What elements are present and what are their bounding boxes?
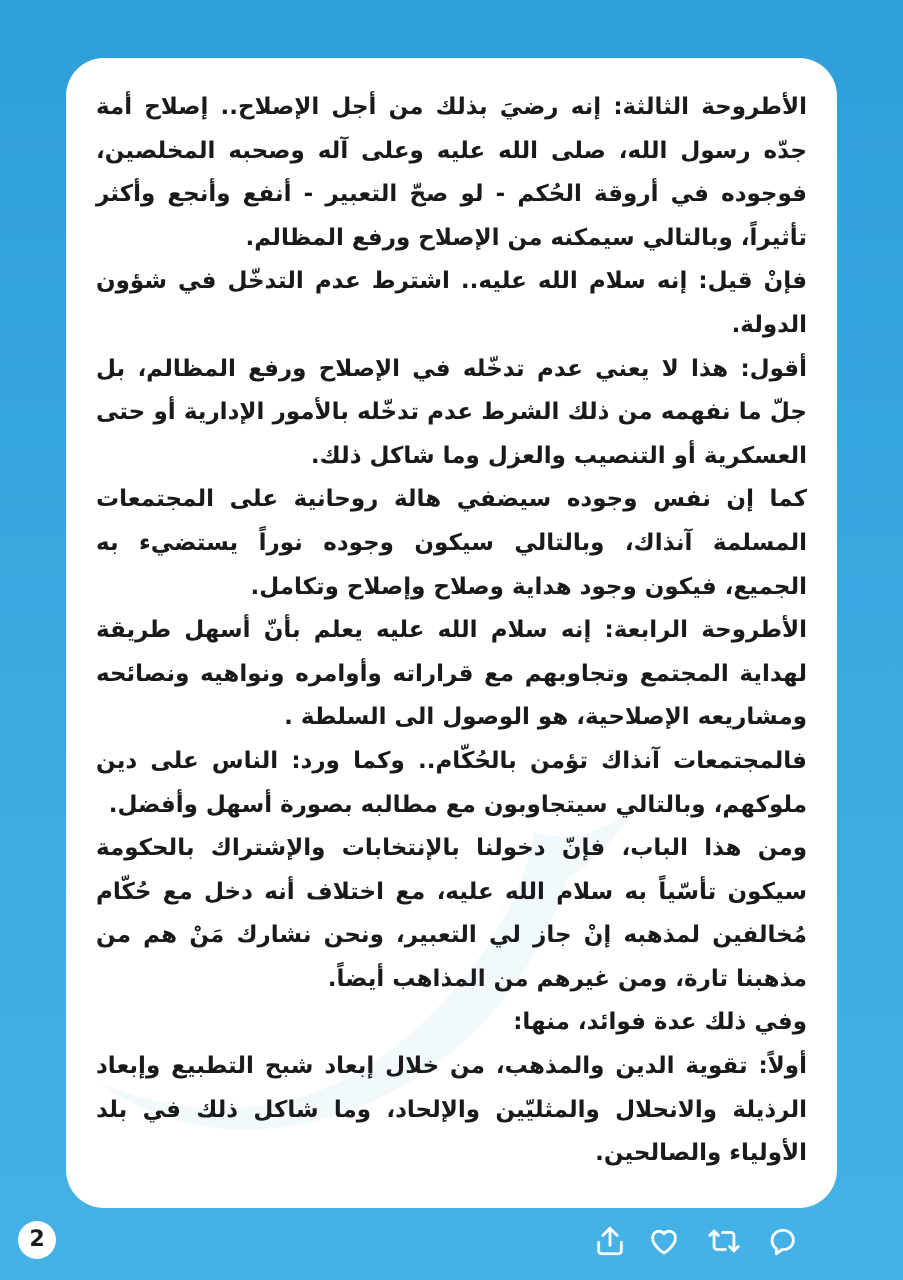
- page-number-badge: 2: [18, 1221, 56, 1259]
- paragraph-body: إنه رضيَ بذلك من أجل الإصلاح.. إصلاح أمة جدّه رسول الله، صلى الله عليه وعلى آله وصحبه المخلصين، فوجوده في أروقة الحُكم - لو صحّ التعبير - أنفع وأنجع وأكثر تأثيراً، وبالتالي سيمكنه من الإصلاح ورفع المظالم.: [96, 94, 807, 251]
- paragraph-body: تقوية الدين والمذهب، من خلال إبعاد شبح التطبيع وإبعاد الرذيلة والانحلال والمثليّين والإلحاد، وما شاكل ذلك في بلد الأولياء والصالحين.: [96, 1053, 807, 1167]
- retweet-icon: [707, 1224, 741, 1258]
- paragraph-lead: الأطروحة الرابعة:: [604, 617, 808, 644]
- paragraph: [96, 827, 807, 1001]
- paragraph: [96, 478, 807, 609]
- paragraph: [96, 1045, 807, 1176]
- action-bar: [590, 1221, 890, 1261]
- post-card: [66, 58, 837, 1208]
- paragraph-body: كما إن نفس وجوده سيضفي هالة روحانية على المجتمعات المسلمة آنذاك، وبالتالي سيكون وجوده نوراً يستضيء به الجميع، فيكون وجود هداية وصلاح وإصلاح وتكامل.: [96, 486, 807, 600]
- paragraph: [96, 348, 807, 479]
- share-icon: [593, 1224, 627, 1258]
- paragraph-body: إنه سلام الله عليه.. اشترط عدم التدخّل في شؤون الدولة.: [96, 268, 807, 338]
- like-icon: [647, 1224, 681, 1258]
- share-button[interactable]: [590, 1221, 630, 1261]
- paragraph-body: وفي ذلك عدة فوائد، منها:: [513, 1009, 807, 1036]
- reply-icon: [765, 1224, 799, 1258]
- post-text: [96, 86, 807, 1176]
- retweet-button[interactable]: [704, 1221, 744, 1261]
- paragraph-lead: الأطروحة الثالثة:: [613, 94, 808, 120]
- paragraph: [96, 260, 807, 347]
- paragraph-lead: فإنْ قيل:: [698, 268, 808, 295]
- paragraph: [96, 609, 807, 740]
- paragraph-body: فالمجتمعات آنذاك تؤمن بالحُكّام.. وكما ورد: الناس على دين ملوكهم، وبالتالي سيتجاوبون مع مطالبه بصورة أسهل وأفضل.: [96, 747, 807, 818]
- paragraph: [96, 740, 807, 827]
- paragraph-lead: أقول:: [740, 355, 807, 382]
- paragraph-lead: أولاً:: [758, 1053, 807, 1080]
- paragraph-body: إنه سلام الله عليه يعلم بأنّ أسهل طريقة لهداية المجتمع وتجاوبهم مع قراراته وأوامره ونواهيه ونصائحه ومشاريعه الإصلاحية، هو الوصول الى السلطة .: [96, 617, 807, 731]
- paragraph-body: ومن هذا الباب، فإنّ دخولنا بالإنتخابات والإشتراك بالحكومة سيكون تأسّياً به سلام الله عليه، مع اختلاف أنه دخل مع حُكّام مُخالفين لمذهبه إنْ جاز لي التعبير، ونحن نشارك مَنْ هم من مذهبنا تارة، ومن غيرهم من المذاهب أيضاً.: [96, 835, 807, 992]
- paragraph: [96, 86, 807, 260]
- post-footer: [0, 1215, 903, 1270]
- paragraph-body: هذا لا يعني عدم تدخّله في الإصلاح ورفع المظالم، بل جلّ ما نفهمه من ذلك الشرط عدم تدخّله بالأمور الإدارية أو حتى العسكرية أو التنصيب والعزل وما شاكل ذلك.: [96, 355, 807, 469]
- like-button[interactable]: [644, 1221, 684, 1261]
- reply-button[interactable]: [762, 1221, 802, 1261]
- paragraph: [96, 1001, 807, 1045]
